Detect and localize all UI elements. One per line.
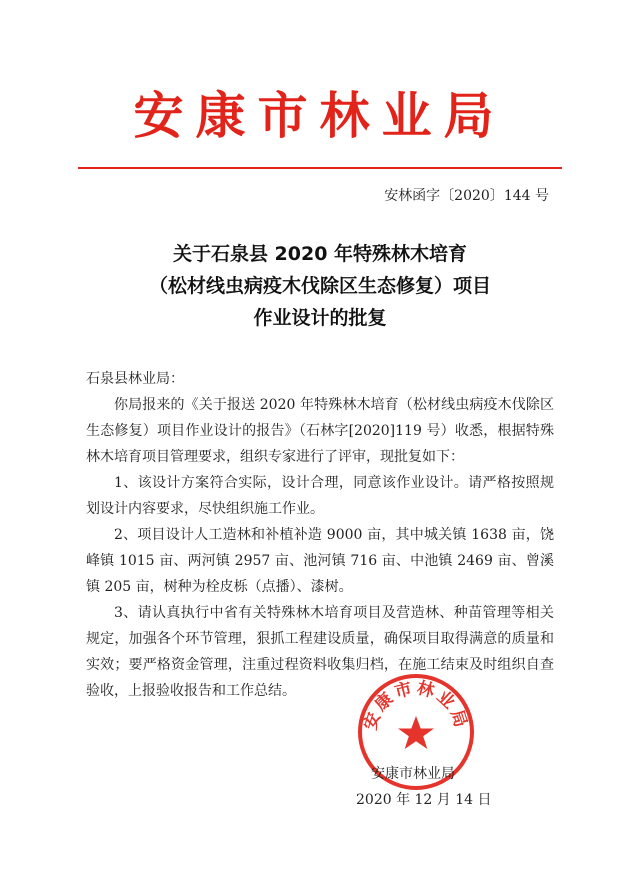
title-line-2: （松材线虫病疫木伐除区生态修复）项目 [148, 275, 491, 297]
item-3-paragraph: 3、请认真执行中省有关特殊林木培育项目及营造林、种苗管理等相关规定，加强各个环节管理，狠抓工程建设质量，确保项目取得满意的质量和实效；要严格资金管理，注重过程资料收集归档，在施工结束及时组织自查验收，上报验收报告和工作总结。 [86, 605, 554, 699]
agency-header: 安康市林业局 [133, 86, 506, 145]
item-2-paragraph: 2、项目设计人工造林和补植补造 9000 亩，其中城关镇 1638 亩，饶峰镇 1015 亩、两河镇 2957 亩、池河镇 716 亩、中池镇 2469 亩、曾溪镇 205 亩，树种为栓皮栎（点播）、漆树。 [86, 527, 554, 595]
document-title [80, 238, 560, 334]
signature-org: 安康市林业局 [371, 766, 455, 782]
document-number: 安林函字〔2020〕144 号 [384, 188, 549, 204]
header-divider [78, 167, 562, 169]
document-body [86, 366, 554, 704]
seal-text: 安康市林业局 [360, 678, 472, 733]
salutation: 石泉县林业局： [86, 371, 184, 387]
item-1-paragraph: 1、该设计方案符合实际，设计合理，同意该作业设计。请严格按照规划设计内容要求，尽快组织施工作业。 [86, 475, 554, 517]
star-icon [398, 716, 434, 749]
signature-date: 2020 年 12 月 14 日 [356, 792, 492, 808]
title-line-1: 关于石泉县 2020 年特殊林木培育 [172, 243, 468, 265]
title-line-3: 作业设计的批复 [253, 307, 387, 329]
intro-paragraph: 你局报来的《关于报送 2020 年特殊林木培育（松材线虫病疫木伐除区生态修复）项目作业设计的报告》（石林字[2020]119 号）收悉，根据特殊林木培育项目管理要求，组织专家进行了评审，现批复如下： [86, 397, 554, 465]
